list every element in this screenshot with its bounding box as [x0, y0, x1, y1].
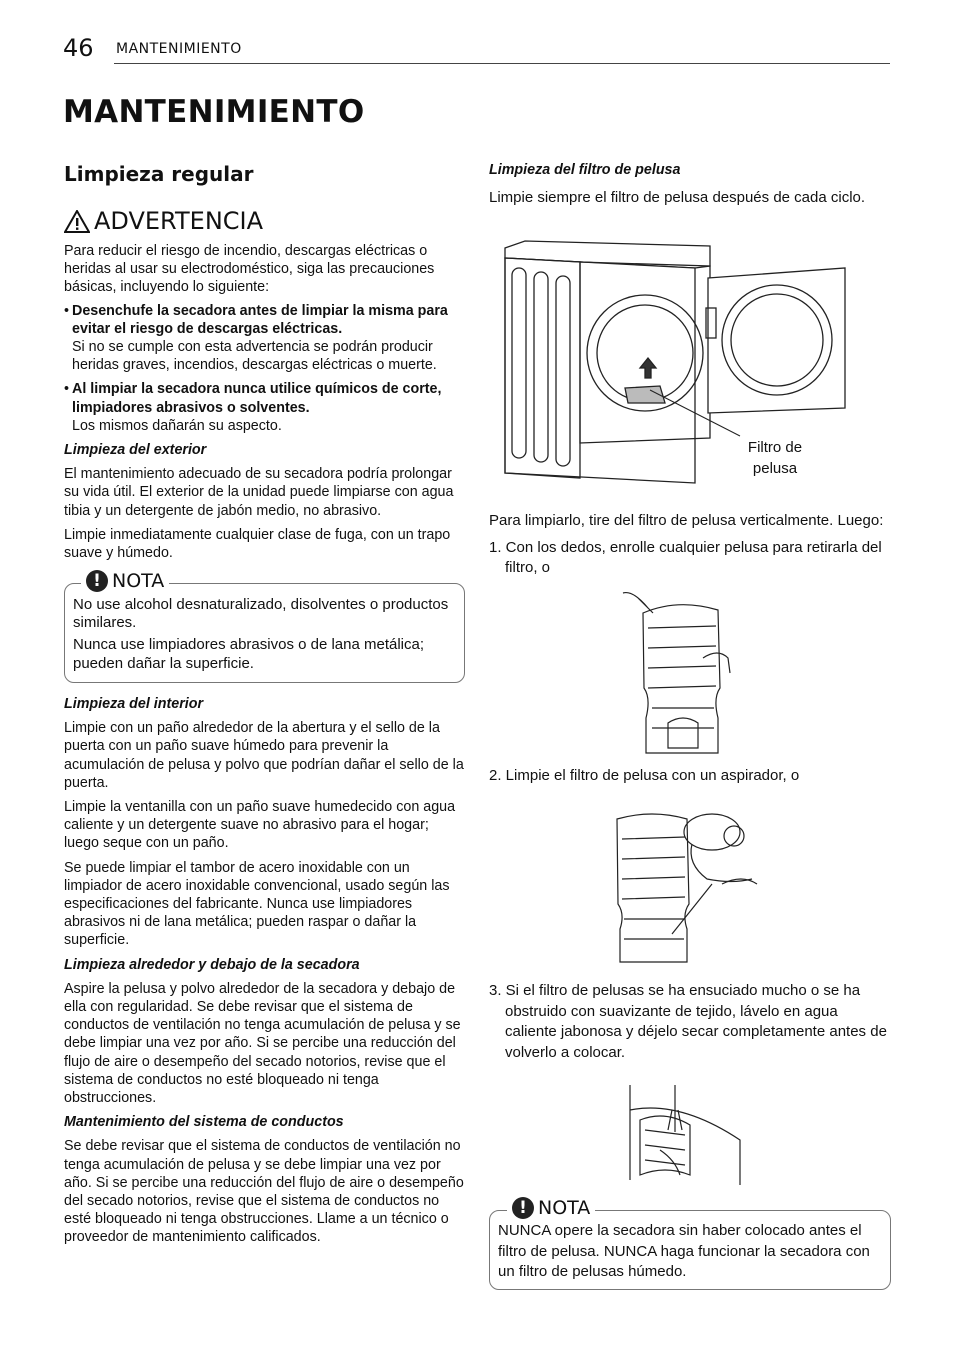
note-1-paragraph-1: No use alcohol desnaturalizado, disolventes o productos similares. [73, 596, 449, 632]
left-column-top [64, 242, 464, 562]
step-2: 2. Limpie el filtro de pelusa con un aspirador, o [489, 767, 800, 784]
right-column-top [489, 161, 891, 207]
filter-heading: Limpieza del filtro de pelusa [489, 162, 681, 178]
right-step-2 [489, 766, 891, 786]
note-1-label: NOTA [112, 570, 165, 592]
figure-label-line-2: pelusa [752, 460, 798, 477]
exterior-heading: Limpieza del exterior [64, 442, 207, 459]
right-column-middle [489, 511, 891, 578]
section-label: MANTENIMIENTO [116, 41, 242, 57]
step-3: 3. Si el filtro de pelusas se ha ensuciado mucho o se ha obstruido con suavizante de tejido, lávelo en agua caliente jabonosa y déjelo secar completamente antes de volverlo a colocar. [489, 982, 887, 1062]
interior-paragraph-3: Se puede limpiar el tambor de acero inoxidable con un limpiador de acero inoxidable convencional, usado según las especificaciones del fabricante. Nunca use limpiadores abrasivos ni de lana metálica; pueden raspar o dañar la superficie. [64, 859, 450, 949]
note-box-1 [64, 583, 465, 683]
filter-vacuum-illustration [612, 804, 762, 966]
interior-paragraph-2: Limpie la ventanilla con un paño suave humedecido con agua caliente y un detergente suave no abrasivo para el hogar; luego seque con un paño. [64, 799, 456, 852]
warning-bullet-1 [64, 302, 464, 375]
note-2-header [507, 1197, 595, 1219]
bullet-1-bold: • Desenchufe la secadora antes de limpiar la misma para evitar el riesgo de descargas eléctricas. [72, 302, 448, 337]
note-2-label: NOTA [538, 1197, 591, 1219]
right-step-3 [489, 981, 891, 1064]
filter-washing-illustration [620, 1080, 750, 1190]
note-1-paragraph-2: Nunca use limpiadores abrasivos o de lana metálica; pueden dañar la superficie. [73, 636, 425, 672]
note-box-2 [489, 1210, 891, 1290]
filter-paragraph-2: Para limpiarlo, tire del filtro de pelusa verticalmente. Luego: [489, 512, 884, 529]
note-1-header [81, 570, 169, 592]
exclamation-icon: ! [512, 1197, 534, 1219]
note-2-text: NUNCA opere la secadora sin haber colocado antes el filtro de pelusa. NUNCA haga funcionar la secadora con un filtro de pelusas húmedo. [498, 1222, 870, 1281]
step-1: 1. Con los dedos, enrolle cualquier pelusa para retirarla del filtro, o [489, 539, 882, 576]
warning-heading [64, 207, 263, 235]
figure-label-line-1: Filtro de [747, 439, 803, 456]
warning-bullet-2 [64, 380, 464, 435]
warning-icon [64, 210, 90, 233]
page-number: 46 [63, 34, 94, 62]
exterior-paragraph-2: Limpie inmediatamente cualquier clase de fuga, con un trapo suave y húmedo. [64, 526, 451, 562]
figure-label [735, 437, 815, 479]
warning-intro: Para reducir el riesgo de incendio, descargas eléctricas o heridas al usar su electrodoméstico, siga las precauciones básicas, incluyendo lo siguiente: [64, 243, 435, 296]
subtitle: Limpieza regular [64, 162, 254, 186]
warning-label: ADVERTENCIA [94, 207, 264, 235]
left-column-bottom [64, 695, 464, 1247]
interior-heading: Limpieza del interior [64, 696, 204, 712]
note-1-body [73, 596, 458, 673]
header-rule [114, 63, 890, 64]
around-heading: Limpieza alrededor y debajo de la secadora [64, 956, 360, 973]
exterior-paragraph-1: El mantenimiento adecuado de su secadora podría prolongar su vida útil. El exterior de la unidad puede limpiarse con agua tibia y un detergente de jabón medio, no abrasivo. [64, 466, 454, 519]
around-paragraph: Aspire la pelusa y polvo alrededor de la secadora y debajo de ella con regularidad. Se debe revisar que el sistema de conductos de ventilación no tenga acumulación de pelusa y se debe limpiar una vez por año. Si se percibe una reducción del flujo de aire o desempeño del secado notorios, revise que el sistema de conductos no esté bloqueado ni tenga obstrucciones. [64, 980, 461, 1107]
exclamation-icon: ! [86, 570, 108, 592]
bullet-2-bold: • Al limpiar la secadora nunca utilice químicos de corte, limpiadores abrasivos o solventes. [72, 381, 442, 416]
bullet-1-text: Si no se cumple con esta advertencia se podrán producir heridas graves, incendios, descargas eléctricas o muerte. [72, 339, 437, 374]
interior-paragraph-1: Limpie con un paño alrededor de la abertura y el sello de la puerta con un paño suave húmedo para prevenir la acumulación de pelusa y polvo que podrían dañar el sello de la puerta. [64, 720, 464, 791]
bullet-2-text: Los mismos dañarán su aspecto. [72, 417, 282, 434]
filter-paragraph-1: Limpie siempre el filtro de pelusa después de cada ciclo. [489, 189, 866, 206]
page-title: MANTENIMIENTO [63, 94, 365, 130]
duct-heading: Mantenimiento del sistema de conductos [64, 1114, 344, 1131]
filter-fingers-illustration [618, 588, 738, 758]
note-2-body [498, 1221, 883, 1283]
duct-paragraph: Se debe revisar que el sistema de conductos de ventilación no tenga acumulación de pelusa y se debe limpiar una vez por año. Si se percibe una reducción del flujo de aire o desempeño del secado notorios, revise que el sistema de conductos no esté bloqueado ni tenga obstrucciones. Llame a un técnico o proveedor de mantenimiento calificados. [64, 1138, 464, 1246]
